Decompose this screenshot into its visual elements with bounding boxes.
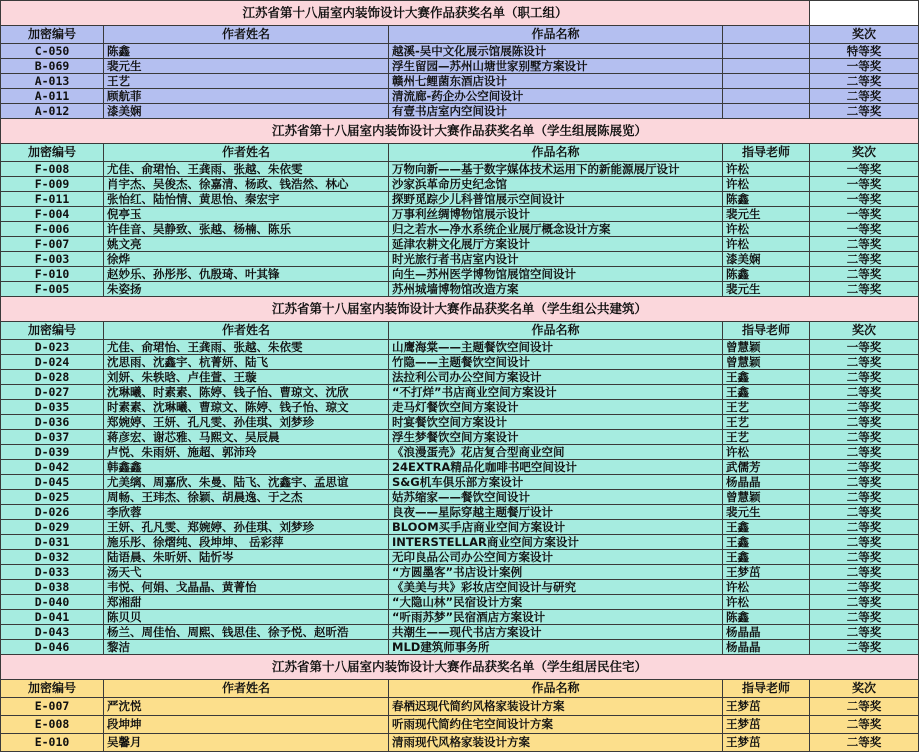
table-row — [1, 535, 919, 550]
header-work: 作品名称 — [389, 680, 723, 698]
cell-teacher: 杨晶晶 — [723, 475, 810, 490]
cell-code: E-010 — [1, 734, 104, 752]
cell-work: 共潮生——现代书店方案设计 — [389, 625, 723, 640]
cell-author: 时素素、沈琳曦、曹琼文、陈婷、钱子怡、琼文 — [104, 400, 389, 415]
cell-work: 万物向新——基于数字媒体技术运用下的新能源展厅设计 — [389, 162, 723, 177]
cell-author: 郑湘甜 — [104, 595, 389, 610]
cell-award: 二等奖 — [810, 716, 919, 734]
cell-award: 一等奖 — [810, 177, 919, 192]
table-row — [1, 355, 919, 370]
table-row — [1, 44, 919, 59]
table-row — [1, 716, 919, 734]
cell-author: 张怡红、陆怡情、黄思怡、秦宏宇 — [104, 192, 389, 207]
cell-work: 苏州城墙博物馆改造方案 — [389, 282, 723, 297]
cell-code: D-035 — [1, 400, 104, 415]
cell-author: 尤佳、俞珺怡、王龚雨、张越、朱依雯 — [104, 162, 389, 177]
cell-author: 汤天弋 — [104, 565, 389, 580]
cell-teacher: 许松 — [723, 445, 810, 460]
header-award: 奖次 — [810, 322, 919, 340]
cell-teacher: 王鑫 — [723, 535, 810, 550]
cell-award: 一等奖 — [810, 192, 919, 207]
cell-teacher: 许松 — [723, 222, 810, 237]
cell-teacher — [723, 44, 810, 59]
header-teacher: 指导老师 — [723, 680, 810, 698]
cell-award: 一等奖 — [810, 207, 919, 222]
table-row — [1, 74, 919, 89]
column-header-row — [1, 144, 919, 162]
cell-teacher: 王鑫 — [723, 385, 810, 400]
cell-teacher: 王鑫 — [723, 370, 810, 385]
header-award: 奖次 — [810, 680, 919, 698]
table-row — [1, 490, 919, 505]
section-title-row — [1, 297, 919, 322]
cell-author: 沈琳曦、时素素、陈婷、钱子怡、曹琼文、沈欣 — [104, 385, 389, 400]
cell-author: 朱姿扬 — [104, 282, 389, 297]
cell-author: 周畅、王玮杰、徐颖、胡晨逸、于之杰 — [104, 490, 389, 505]
cell-teacher: 裴元生 — [723, 207, 810, 222]
cell-work: INTERSTELLAR商业空间方案设计 — [389, 535, 723, 550]
header-work: 作品名称 — [389, 26, 723, 44]
cell-code: D-033 — [1, 565, 104, 580]
cell-code: A-012 — [1, 104, 104, 119]
cell-award: 二等奖 — [810, 475, 919, 490]
cell-code: F-005 — [1, 282, 104, 297]
cell-award: 二等奖 — [810, 610, 919, 625]
cell-work: MLD建筑师事务所 — [389, 640, 723, 655]
table-row — [1, 734, 919, 752]
cell-work: 姑苏缩家——餐饮空间设计 — [389, 490, 723, 505]
cell-work: 良夜——星际穿越主题餐厅设计 — [389, 505, 723, 520]
table-row — [1, 698, 919, 716]
cell-work: 山鹰海棠——主题餐饮空间设计 — [389, 340, 723, 355]
cell-work: 探野觅踪少儿科普馆展示空间设计 — [389, 192, 723, 207]
cell-author: 顾航菲 — [104, 89, 389, 104]
header-teacher: 指导老师 — [723, 322, 810, 340]
cell-author: 陆语晨、朱昕妍、陆忻岑 — [104, 550, 389, 565]
cell-author: 杨兰、周佳怡、周熙、钱思佳、徐予悦、赵昕浩 — [104, 625, 389, 640]
cell-award: 二等奖 — [810, 640, 919, 655]
header-award: 奖次 — [810, 144, 919, 162]
table-row — [1, 192, 919, 207]
cell-teacher — [723, 104, 810, 119]
cell-award: 一等奖 — [810, 340, 919, 355]
table-row — [1, 640, 919, 655]
cell-teacher: 武儒芳 — [723, 460, 810, 475]
cell-teacher — [723, 89, 810, 104]
cell-code: A-013 — [1, 74, 104, 89]
column-header-row — [1, 26, 919, 44]
cell-author: 肖宇杰、吴俊杰、徐嘉清、杨政、钱浩然、林心 — [104, 177, 389, 192]
cell-author: 韦悦、何娟、戈晶晶、黄菁怡 — [104, 580, 389, 595]
cell-work: BLOOM买手店商业空间方案设计 — [389, 520, 723, 535]
cell-teacher: 王艺 — [723, 400, 810, 415]
section-title-row — [1, 1, 919, 26]
cell-code: D-026 — [1, 505, 104, 520]
cell-author: 韩鑫鑫 — [104, 460, 389, 475]
cell-author: 陈贝贝 — [104, 610, 389, 625]
cell-work: 竹隐——主题餐饮空间设计 — [389, 355, 723, 370]
table-row — [1, 385, 919, 400]
cell-award: 二等奖 — [810, 385, 919, 400]
cell-work: “不打烊”书店商业空间方案设计 — [389, 385, 723, 400]
cell-award: 二等奖 — [810, 252, 919, 267]
cell-author: 赵妙乐、孙彤彤、仇殷琦、叶其锋 — [104, 267, 389, 282]
cell-work: 春栖迟现代简约风格家装设计方案 — [389, 698, 723, 716]
cell-code: F-011 — [1, 192, 104, 207]
cell-teacher: 曾慧颖 — [723, 490, 810, 505]
cell-work: 《浪漫蛋壳》花店复合型商业空间 — [389, 445, 723, 460]
cell-teacher: 许松 — [723, 595, 810, 610]
table-row — [1, 505, 919, 520]
cell-code: D-024 — [1, 355, 104, 370]
cell-code: D-043 — [1, 625, 104, 640]
cell-code: D-040 — [1, 595, 104, 610]
cell-award: 二等奖 — [810, 520, 919, 535]
cell-award: 二等奖 — [810, 580, 919, 595]
cell-code: D-042 — [1, 460, 104, 475]
header-author: 作者姓名 — [104, 322, 389, 340]
cell-teacher: 陈鑫 — [723, 192, 810, 207]
section-title-row — [1, 119, 919, 144]
table-row — [1, 162, 919, 177]
cell-code: D-037 — [1, 430, 104, 445]
cell-award: 二等奖 — [810, 355, 919, 370]
header-teacher: 指导老师 — [723, 144, 810, 162]
cell-work: 向生—苏州医学博物馆展馆空间设计 — [389, 267, 723, 282]
cell-code: C-050 — [1, 44, 104, 59]
cell-work: 《美美与共》彩妆店空间设计与研究 — [389, 580, 723, 595]
cell-award: 二等奖 — [810, 550, 919, 565]
cell-work: 走马灯餐饮空间方案设计 — [389, 400, 723, 415]
section-title: 江苏省第十八届室内装饰设计大赛作品获奖名单（职工组） — [1, 1, 810, 26]
section-title: 江苏省第十八届室内装饰设计大赛作品获奖名单（学生组展陈展览） — [1, 119, 919, 144]
cell-code: F-009 — [1, 177, 104, 192]
cell-teacher: 陈鑫 — [723, 267, 810, 282]
cell-code: E-008 — [1, 716, 104, 734]
cell-code: A-011 — [1, 89, 104, 104]
cell-work: “听雨苏梦”民宿酒店方案设计 — [389, 610, 723, 625]
cell-author: 段坤坤 — [104, 716, 389, 734]
cell-author: 漆美娴 — [104, 104, 389, 119]
cell-teacher: 王鑫 — [723, 550, 810, 565]
table-row — [1, 595, 919, 610]
cell-author: 吴馨月 — [104, 734, 389, 752]
cell-work: 时光旅行者书店室内设计 — [389, 252, 723, 267]
cell-award: 二等奖 — [810, 460, 919, 475]
cell-code: D-036 — [1, 415, 104, 430]
table-row — [1, 550, 919, 565]
section-title-row — [1, 655, 919, 680]
cell-work: “方圆墨客”书店设计案例 — [389, 565, 723, 580]
cell-award: 二等奖 — [810, 74, 919, 89]
cell-work: 浮生留园—苏州山塘世家别墅方案设计 — [389, 59, 723, 74]
cell-teacher: 裴元生 — [723, 282, 810, 297]
table-row — [1, 59, 919, 74]
cell-code: D-046 — [1, 640, 104, 655]
section-title: 江苏省第十八届室内装饰设计大赛作品获奖名单（学生组居民住宅） — [1, 655, 919, 680]
cell-award: 一等奖 — [810, 59, 919, 74]
cell-author: 尤佳、俞珺怡、王龚雨、张越、朱依雯 — [104, 340, 389, 355]
cell-code: F-004 — [1, 207, 104, 222]
table-row — [1, 430, 919, 445]
cell-award: 特等奖 — [810, 44, 919, 59]
cell-teacher: 杨晶晶 — [723, 625, 810, 640]
cell-code: D-041 — [1, 610, 104, 625]
cell-author: 陈鑫 — [104, 44, 389, 59]
header-code: 加密编号 — [1, 680, 104, 698]
header-code: 加密编号 — [1, 26, 104, 44]
cell-author: 卢悦、朱雨妍、施超、郭沛玲 — [104, 445, 389, 460]
cell-author: 严沈悦 — [104, 698, 389, 716]
cell-award: 一等奖 — [810, 162, 919, 177]
cell-award: 二等奖 — [810, 89, 919, 104]
table-row — [1, 565, 919, 580]
cell-work: 法拉利公司办公空间方案设计 — [389, 370, 723, 385]
cell-award: 一等奖 — [810, 222, 919, 237]
cell-code: D-045 — [1, 475, 104, 490]
cell-work: 浮生梦餐饮空间方案设计 — [389, 430, 723, 445]
cell-work: 归之若水—净水系统企业展厅概念设计方案 — [389, 222, 723, 237]
table-row — [1, 104, 919, 119]
cell-author: 许佳音、吴静致、张越、杨楠、陈乐 — [104, 222, 389, 237]
cell-teacher: 杨晶晶 — [723, 640, 810, 655]
cell-work: 越溪-吴中文化展示馆展陈设计 — [389, 44, 723, 59]
cell-code: D-027 — [1, 385, 104, 400]
header-work: 作品名称 — [389, 322, 723, 340]
cell-teacher: 王艺 — [723, 415, 810, 430]
cell-code: D-025 — [1, 490, 104, 505]
cell-award: 二等奖 — [810, 595, 919, 610]
table-row — [1, 460, 919, 475]
cell-teacher: 曾慧颖 — [723, 340, 810, 355]
cell-award: 二等奖 — [810, 734, 919, 752]
table-row — [1, 282, 919, 297]
cell-code: D-038 — [1, 580, 104, 595]
cell-teacher: 漆美娴 — [723, 252, 810, 267]
cell-work: 赣州七鲤菌东酒店设计 — [389, 74, 723, 89]
cell-award: 二等奖 — [810, 400, 919, 415]
table-row — [1, 177, 919, 192]
cell-work: “大隐山林”民宿设计方案 — [389, 595, 723, 610]
cell-code: D-039 — [1, 445, 104, 460]
cell-award: 二等奖 — [810, 505, 919, 520]
table-row — [1, 267, 919, 282]
cell-author: 尤美缡、周嘉欣、朱曼、陆飞、沈鑫宇、孟思谊 — [104, 475, 389, 490]
cell-author: 刘妍、朱轶晗、卢佳萱、王璇 — [104, 370, 389, 385]
cell-work: S&G机车俱乐部方案设计 — [389, 475, 723, 490]
cell-work: 万事利丝绸博物馆展示设计 — [389, 207, 723, 222]
cell-work: 清流廊-药企办公空间设计 — [389, 89, 723, 104]
cell-author: 王艺 — [104, 74, 389, 89]
cell-code: F-008 — [1, 162, 104, 177]
cell-teacher: 王鑫 — [723, 520, 810, 535]
cell-teacher — [723, 74, 810, 89]
cell-code: F-007 — [1, 237, 104, 252]
cell-award: 二等奖 — [810, 267, 919, 282]
cell-teacher: 王梦茁 — [723, 716, 810, 734]
cell-work: 24EXTRA精品化咖啡书吧空间设计 — [389, 460, 723, 475]
cell-teacher: 许松 — [723, 580, 810, 595]
table-row — [1, 237, 919, 252]
table-row — [1, 222, 919, 237]
cell-teacher: 裴元生 — [723, 505, 810, 520]
cell-author: 黎洁 — [104, 640, 389, 655]
cell-award: 二等奖 — [810, 370, 919, 385]
header-author: 作者姓名 — [104, 144, 389, 162]
cell-award: 二等奖 — [810, 282, 919, 297]
cell-teacher: 许松 — [723, 237, 810, 252]
cell-work: 沙家浜革命历史纪念馆 — [389, 177, 723, 192]
cell-award: 二等奖 — [810, 535, 919, 550]
cell-work: 无印良品公司办公空间方案设计 — [389, 550, 723, 565]
cell-author: 蒋彦宏、谢芯雅、马熙文、吴辰晨 — [104, 430, 389, 445]
table-row — [1, 580, 919, 595]
table-row — [1, 370, 919, 385]
cell-teacher: 王梦茁 — [723, 698, 810, 716]
cell-author: 李欣蓉 — [104, 505, 389, 520]
cell-code: B-069 — [1, 59, 104, 74]
table-row — [1, 625, 919, 640]
header-code: 加密编号 — [1, 322, 104, 340]
column-header-row — [1, 680, 919, 698]
cell-code: D-031 — [1, 535, 104, 550]
cell-work: 延津农耕文化展厅方案设计 — [389, 237, 723, 252]
column-header-row — [1, 322, 919, 340]
cell-work: 听雨现代简约住宅空间设计方案 — [389, 716, 723, 734]
cell-code: E-007 — [1, 698, 104, 716]
blank-cell — [810, 1, 919, 26]
cell-code: F-010 — [1, 267, 104, 282]
cell-award: 二等奖 — [810, 625, 919, 640]
cell-teacher: 陈鑫 — [723, 610, 810, 625]
cell-teacher — [723, 59, 810, 74]
table-row — [1, 520, 919, 535]
cell-author: 姚文亮 — [104, 237, 389, 252]
cell-code: F-003 — [1, 252, 104, 267]
table-row — [1, 340, 919, 355]
cell-work: 清雨现代风格家装设计方案 — [389, 734, 723, 752]
cell-award: 二等奖 — [810, 430, 919, 445]
cell-code: D-029 — [1, 520, 104, 535]
header-award: 奖次 — [810, 26, 919, 44]
table-row — [1, 610, 919, 625]
cell-teacher: 曾慧颖 — [723, 355, 810, 370]
cell-award: 二等奖 — [810, 445, 919, 460]
header-work: 作品名称 — [389, 144, 723, 162]
header-code: 加密编号 — [1, 144, 104, 162]
cell-work: 有壹书店室内空间设计 — [389, 104, 723, 119]
cell-teacher: 许松 — [723, 177, 810, 192]
header-author: 作者姓名 — [104, 26, 389, 44]
cell-code: D-028 — [1, 370, 104, 385]
cell-work: 时宴餐饮空间方案设计 — [389, 415, 723, 430]
cell-author: 裴元生 — [104, 59, 389, 74]
cell-code: D-032 — [1, 550, 104, 565]
cell-award: 二等奖 — [810, 237, 919, 252]
cell-author: 郑婉婷、王妍、孔凡雯、孙佳琪、刘梦珍 — [104, 415, 389, 430]
table-row — [1, 207, 919, 222]
cell-author: 沈思雨、沈鑫宇、杭菁妍、陆飞 — [104, 355, 389, 370]
table-row — [1, 400, 919, 415]
table-row — [1, 252, 919, 267]
cell-award: 二等奖 — [810, 490, 919, 505]
table-row — [1, 445, 919, 460]
cell-author: 倪亭玉 — [104, 207, 389, 222]
table-row — [1, 475, 919, 490]
cell-award: 二等奖 — [810, 698, 919, 716]
header-teacher — [723, 26, 810, 44]
cell-teacher: 王梦茁 — [723, 734, 810, 752]
table-row — [1, 89, 919, 104]
cell-teacher: 王梦茁 — [723, 565, 810, 580]
table-row — [1, 415, 919, 430]
cell-code: F-006 — [1, 222, 104, 237]
header-author: 作者姓名 — [104, 680, 389, 698]
cell-teacher: 王艺 — [723, 430, 810, 445]
cell-author: 王妍、孔凡雯、郑婉婷、孙佳琪、刘梦珍 — [104, 520, 389, 535]
section-title: 江苏省第十八届室内装饰设计大赛作品获奖名单（学生组公共建筑） — [1, 297, 919, 322]
cell-author: 徐烨 — [104, 252, 389, 267]
cell-award: 二等奖 — [810, 415, 919, 430]
cell-author: 施乐彤、徐熠纯、段坤坤、 岳彩萍 — [104, 535, 389, 550]
cell-award: 二等奖 — [810, 104, 919, 119]
cell-award: 二等奖 — [810, 565, 919, 580]
cell-teacher: 许松 — [723, 162, 810, 177]
cell-code: D-023 — [1, 340, 104, 355]
